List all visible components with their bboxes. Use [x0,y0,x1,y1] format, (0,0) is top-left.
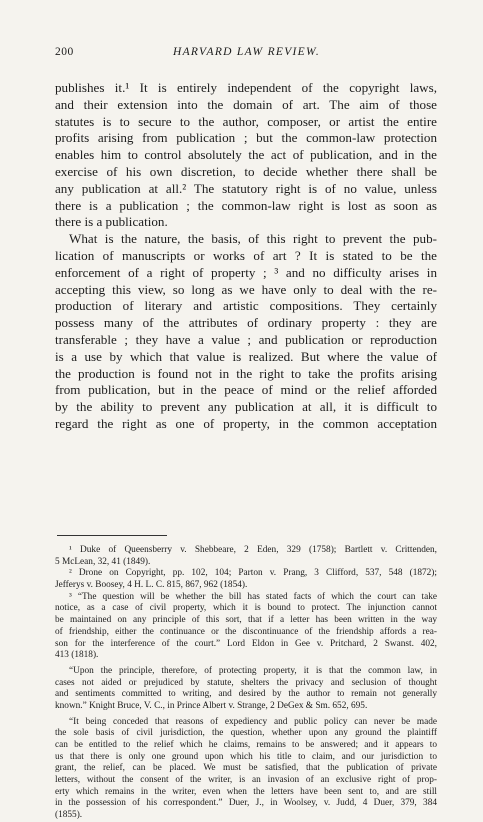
footnote-line: 413 (1818). [55,650,99,661]
footnote-line: notice, as a case of civil property, which it is bound to protect. The injunction cannot [55,603,437,614]
page-header [55,46,438,62]
footnote-line: grant, the relief, can be placed. We must be satisfied, that the publication of private [55,763,437,774]
footnote-line: erty which remains in the writer, even when the letters have been sent to, and are still [55,786,437,797]
body-line: lication of manuscripts or works of art ? It is stated to be the [55,247,437,263]
body-text [55,80,437,433]
body-line: possess many of the attributes of ordinary property : they are [55,315,437,331]
footnote-line: “It being conceded that reasons of expediency and public policy can never be made [69,716,437,727]
footnote-line: Jefferys v. Boosey, 4 H. L. C. 815, 867, 962 (1854). [55,580,248,591]
body-line: What is the nature, the basis, of this right to prevent the pub- [69,231,437,247]
body-line: and their extension into the domain of art. The aim of those [55,96,437,112]
body-line: accepting this view, so long as we have only to deal with the re- [55,281,437,297]
body-line: there is a publication ; the common-law right is lost as soon as [55,197,437,213]
body-line: transferable ; they have a value ; and publication or reproduction [55,331,437,347]
footnote-line: (1855). [55,810,83,821]
body-line: exercise of his own discretion, to decide whether there shall be [55,163,437,179]
footnote-line: us that there is only one ground upon which his title to claim, and our jurisdiction to [55,751,437,762]
footnote-line: “Upon the principle, therefore, of protecting property, it is that the common law, in [69,665,437,676]
footnote-line: son for the interference of the court.” Lord Eldon in Gee v. Pritchard, 2 Swanst. 402, [55,638,437,649]
footnote-line: be maintained on any principle of this sort, that if a letter has been written in the way [55,615,437,626]
body-line: enforcement of a right of property ; ³ and no difficulty arises in [55,264,437,280]
body-line: any publication at all.² The statutory right is of no value, unless [55,180,437,196]
page-number: 200 [55,46,74,58]
footnotes [55,545,437,822]
body-line: profits arising from publication ; but the common-law protection [55,130,437,146]
footnote-line: ³ “The question will be whether the bill has stated facts of which the court can take [69,591,437,602]
footnote-line: cases not aided or prejudiced by statute, shelters the privacy and seclusion of thought [55,677,437,688]
body-line: by the ability to prevent any publication at all, it is difficult to [55,399,437,415]
footnote-line: known.” Knight Bruce, V. C., in Prince Albert v. Strange, 2 DeGex & Sm. 652, 695. [55,700,368,711]
footnote-line: ² Drone on Copyright, pp. 102, 104; Parton v. Prang, 3 Clifford, 537, 548 (1872); [69,568,437,579]
body-line: publishes it.¹ It is entirely independent of the copyright laws, [55,80,437,95]
footnote-rule [57,535,167,536]
footnote-line: and sentiments committed to writing, and desired by the author to remain not generally [55,689,437,700]
footnote-line: ¹ Duke of Queensberry v. Shebbeare, 2 Eden, 329 (1758); Bartlett v. Crittenden, [69,545,437,555]
footnote-line: letters, without the consent of the writer, is an invasion of an exclusive right of prop- [55,775,437,786]
body-line: enables him to control absolutely the act of publication, and in the [55,147,437,163]
footnote-line: 5 McLean, 32, 41 (1849). [55,556,151,567]
footnote-line: can be entitled to the relief which he claims, remains to be answered; and it appears to [55,740,437,750]
footnote-line: the sole basis of civil jurisdiction, the question, whether upon any ground the plaintiff [55,728,437,739]
footnote-line: in the possession of his correspondent.” Duer, J., in Woolsey, v. Judd, 4 Duer, 379, 384 [55,798,437,809]
body-line: regard the right as one of property, in the common acceptation [55,415,437,431]
body-line: production of literary and artistic compositions. They certainly [55,298,437,314]
body-line: there is a publication. [55,214,168,230]
body-line: from publication, but in the peace of mind or the relief afforded [55,382,437,398]
running-head: HARVARD LAW REVIEW. [172,46,321,58]
body-line: statutes is to secure to the author, composer, or artist the entire [55,113,437,129]
footnote-line: of friendship, either the continuance or the discontinuance of the friendship affords a rea- [55,626,437,637]
body-line: is a use by which that value is realized. But where the value of [55,348,437,364]
body-line: the production is found not in the right to take the profits arising [55,365,437,381]
